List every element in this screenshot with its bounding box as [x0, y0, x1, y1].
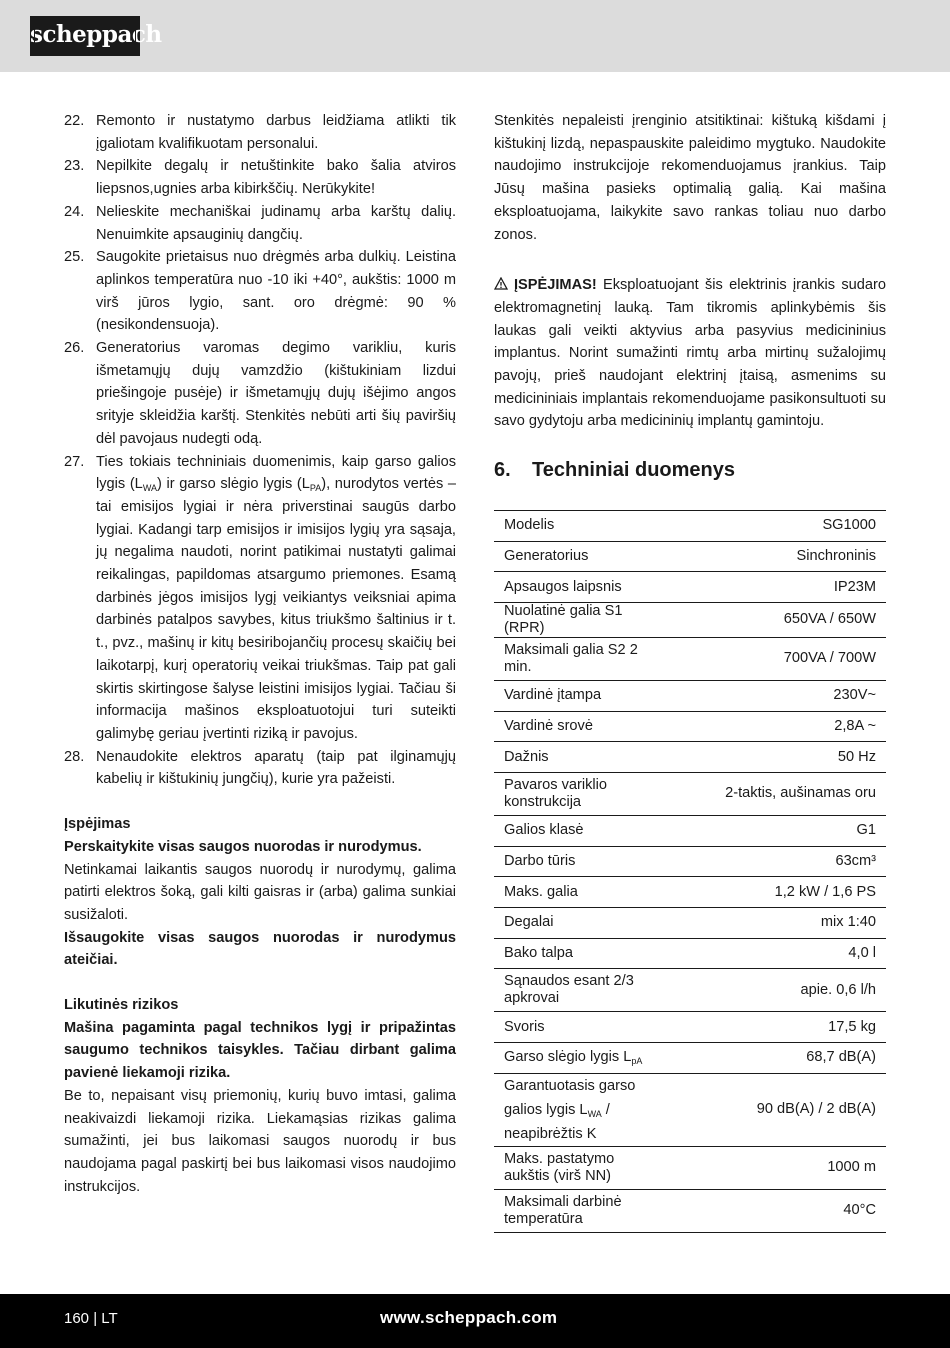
item-number: 22.	[64, 113, 85, 129]
warning-label: ĮSPĖJIMAS!	[514, 277, 597, 294]
table-row: Degalai mix 1:40	[494, 908, 886, 939]
header-band	[0, 0, 950, 72]
item-text: Nepilkite degalų ir netuštinkite bako šalia atviros liepsnos,ugnies arba kibirkščių. Nerūkykite!	[96, 158, 456, 198]
left-column	[64, 110, 456, 1198]
scheppach-logo	[30, 16, 162, 56]
em-warning-paragraph	[494, 274, 886, 433]
item-text: Nenaudokite elektros aparatų (taip pat ilginamųjų kabelių ir kištukinių jungčių), kurie yra pažeisti.	[96, 748, 456, 788]
table-row: Modelis SG1000	[494, 510, 886, 541]
item-number: 26.	[64, 340, 85, 357]
specs-table	[494, 510, 886, 1233]
logo-text: scheppach	[30, 21, 162, 48]
section-number: 6.	[494, 459, 511, 482]
item-number: 23.	[64, 158, 85, 175]
page-number: 160 | LT	[64, 1310, 118, 1327]
item-number: 28.	[64, 748, 85, 765]
list-item	[64, 451, 456, 746]
section-heading	[494, 459, 886, 482]
table-row: Bako talpa 4,0 l	[494, 938, 886, 969]
table-row: Svoris 17,5 kg	[494, 1012, 886, 1043]
residual-risks-heading: Likutinės rizikos	[64, 997, 179, 1014]
warning-bold-text: Perskaitykite visas saugos nuorodas ir nurodymus.	[64, 838, 422, 855]
item-text: Ties tokiais techniniais duomenimis, kaip garso galios lygis $(L_{WA})$ ir garso slėgio lygis $(L_{PA})$, nurodytos vertės – tai emisijos lygiai ir nėra priverstinai saugūs darbo lygiai. Kadangi tarp emisijos ir imisijos lygių yra sąsaja, jų negalima naudoti, norint patikimai nustatyti galimai reikalingas, papildomas atsargumo priemones. Esamą darbinės jėgos imisijos lygį veikiantys veiksniai apima darbinės patalpos savybes, kitus triukšmo šaltinius ir t. t., pvz., mašinų ir kitų besiribojančių procesų skaičių bei laikotarpį, kurį operatorių veikai triukšmas. Taip pat gali skirtis skirtingose šalyse leistini imisijos lygiai. Tačiau ši informacija mašinos eksploatuotojui turi suteikti galimybę geriau įvertinti riziką ir pavojus.	[96, 453, 456, 742]
intro-paragraph: Stenkitės nepaleisti įrenginio atsitiktinai: kištuką kišdami į kištukinį lizdą, nepaspauskite paleidimo mygtuko. Naudokite naudojimo instrukcijoje rekomenduojamus įrankius. Taip Jūsų mašina pasieks optimalią galią. Kai mašina eksploatuojama, laikykite savo rankas toliau nuo darbo zonos.	[494, 113, 886, 243]
table-row: Maksimali darbinė temperatūra 40°C	[494, 1189, 886, 1232]
section-title: Techniniai duomenys	[532, 459, 735, 482]
warning-body: Eksploatuojant šis elektrinis įrankis sudaro elektromagnetinį lauką. Tam tikromis aplinkybėmis šis laukas gali veikti aktyvius arba pasyvius medicininius implantus. Norint sumažinti rimtų arba mirtinų sužalojimų pavojų, prieš naudojant elektrinį įtaisą, asmenims su medicininiais implantais rekomenduojame pasikonsultuoti su savo gydytoju arba medicininių implantų gamintoju.	[494, 277, 886, 430]
warning-triangle-icon	[494, 277, 508, 290]
item-text: Saugokite prietaisus nuo drėgmės arba dulkių. Leistina aplinkos temperatūra nuo -10 iki +40°, aukštis: 1000 m virš jūros lygio, sant. oro drėgmė: 90 % (nesikondensuoja).	[96, 249, 456, 334]
table-row: Vardinė įtampa 230V~	[494, 680, 886, 711]
table-row: Apsaugos laipsnis IP23M	[494, 572, 886, 603]
table-row: Nuolatinė galia S1 (RPR) 650VA / 650W	[494, 602, 886, 637]
table-row: Garso slėgio lygis $L_{pA}$ 68,7 dB(A)	[494, 1043, 886, 1074]
table-row: Pavaros variklio konstrukcija 2-taktis, aušinamas oru	[494, 772, 886, 815]
item-number: 25.	[64, 249, 85, 266]
table-row: Darbo tūris 63cm³	[494, 846, 886, 877]
table-row: Sąnaudos esant 2/3 apkrovai apie. 0,6 l/h	[494, 969, 886, 1012]
item-text: Generatorius varomas degimo varikliu, kuris išmetamųjų dujų vamzdžio (kištukiniam lizdui priešingoje pusėje) ir išmetamųjų dujų išėjimo angos srityje skleidžia karštį. Stenkitės nebūti arti šių paviršių dėl pavojaus nudegti odą.	[96, 340, 456, 447]
right-column	[494, 110, 886, 1233]
residual-risks-bold: Mašina pagaminta pagal technikos lygį ir pripažintas saugumo technikos taisykles. Tačiau dirbant galima pavienė liekamoji rizika.	[64, 1019, 456, 1082]
list-item	[64, 246, 456, 337]
footer-bar	[0, 1294, 950, 1348]
list-item	[64, 201, 456, 246]
website-link[interactable]: www.scheppach.com	[380, 1308, 558, 1327]
residual-risks-text: Be to, nepaisant visų priemonių, kurių buvo imtasi, galima neakivaizdi liekamoji rizika. Liekamąsias rizikas galima sumažinti, jei bus laikomasi saugos nuorodų ir bus naudojama pagal paskirtį bei bus laikomasi visos naudojimo instrukcijos.	[64, 1087, 456, 1195]
item-number: 24.	[64, 203, 85, 220]
list-item	[64, 746, 456, 791]
table-row: Maksimali galia S2 2 min. 700VA / 700W	[494, 637, 886, 680]
warning-text: Netinkamai laikantis saugos nuorodų ir nurodymų, galima patirti elektros šoką, gali kilti gaisras ir (arba) galima sunkiai susižaloti.	[64, 861, 456, 923]
table-row: Generatorius Sinchroninis	[494, 541, 886, 572]
table-row: Garantuotasis garso galios lygis $L_{WA}$ / neapibrėžtis K 90 dB(A) / 2 dB(A)	[494, 1073, 886, 1146]
table-row: Maks. pastatymo aukštis (virš NN) 1000 m	[494, 1146, 886, 1189]
item-text: Remonto ir nustatymo darbus leidžiama atlikti tik įgaliotam kvalifikuotam personalui.	[96, 113, 456, 152]
item-number: 27.	[64, 453, 85, 470]
list-item	[64, 155, 456, 200]
warning-bold-text: Išsaugokite visas saugos nuorodas ir nurodymus ateičiai.	[64, 929, 456, 969]
list-item	[64, 337, 456, 451]
table-row: Galios klasė G1	[494, 815, 886, 846]
warning-heading: Įspėjimas	[64, 816, 131, 833]
table-row: Dažnis 50 Hz	[494, 742, 886, 773]
item-text: Nelieskite mechaniškai judinamų arba karštų dalių. Nenuimkite apsauginių dangčių.	[96, 203, 456, 243]
table-row: Maks. galia 1,2 kW / 1,6 PS	[494, 877, 886, 908]
list-item	[64, 110, 456, 155]
table-row: Vardinė srovė 2,8A ~	[494, 711, 886, 742]
